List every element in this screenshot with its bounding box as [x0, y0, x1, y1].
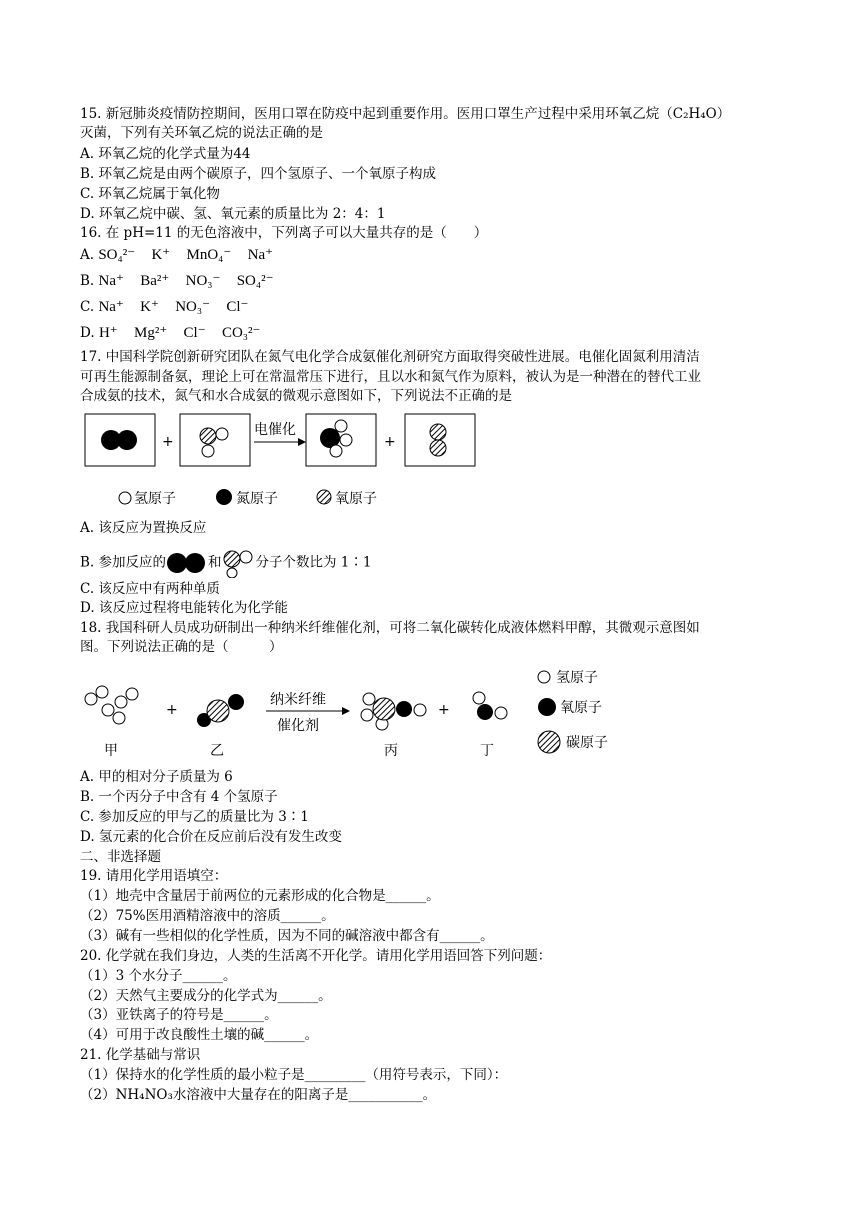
q16-option-c: [80, 298, 260, 316]
q17-stem-line1: 17. 中国科学院创新研究团队在氮气电化学合成氨催化剂研究方面取得突破性进展。电催化固氮利用清洁: [80, 349, 700, 365]
ion: Cl⁻: [183, 325, 206, 341]
q15-option-c: C. 环氧乙烷属于氧化物: [80, 186, 220, 202]
q17-option-d: D. 该反应过程将电能转化为化学能: [80, 600, 288, 616]
section-heading: 二、非选择题: [80, 849, 161, 865]
q17-stem-line3: 合成氨的技术，氮气和水合成氨的微观示意图如下，下列说法不正确的是: [80, 388, 512, 404]
hydrogen-atom: [340, 434, 352, 446]
hydrogen-atom: [115, 696, 127, 708]
legend-oxygen-icon: [317, 490, 331, 504]
legend-hydrogen-icon: [538, 671, 550, 683]
legend-oxygen-icon: [538, 698, 556, 716]
q19-item-1: （1）地壳中含量居于前两位的元素形成的化合物是______。: [80, 888, 440, 904]
q18-option-d: D. 氢元素的化合价在反应前后没有发生改变: [80, 829, 342, 845]
arrow-label-bottom: 催化剂: [277, 718, 319, 734]
plus-sign: +: [162, 434, 174, 450]
q16-option-d: [80, 324, 272, 342]
q17-option-a: A. 该反应为置换反应: [80, 520, 207, 536]
plus-sign: +: [438, 702, 450, 718]
hydrogen-atom: [363, 693, 375, 705]
oxygen-atom: [430, 440, 446, 456]
carbon-atom: [373, 698, 395, 720]
q16-option-letter: D.: [80, 325, 95, 341]
h2o-molecule-icon: [222, 548, 256, 578]
legend-hydrogen-icon: [119, 492, 131, 504]
ion: Na⁺: [98, 299, 124, 315]
q15-stem-line2: 灭菌，下列有关环氧乙烷的说法正确的是: [80, 125, 323, 141]
q17-option-b: [80, 548, 372, 578]
ion: NO₃⁻: [185, 273, 221, 289]
hydrogen-atom: [102, 704, 114, 716]
product-label-bing: 丙: [384, 743, 398, 759]
q19-item-2: （2）75%医用酒精溶液中的溶质______。: [80, 908, 335, 924]
q18-option-c: C. 参加反应的甲与乙的质量比为 3∶1: [80, 809, 309, 825]
q19-stem: 19. 请用化学用语填空：: [80, 868, 228, 884]
q17-option-b-pre: B. 参加反应的: [80, 554, 167, 571]
q16-option-b: [80, 272, 286, 290]
ion: Mg²⁺: [133, 325, 168, 341]
arrow-head: [342, 707, 350, 715]
oxygen-atom: [430, 424, 446, 440]
legend-carbon-icon: [538, 731, 560, 753]
q19-item-3: （3）碱有一些相似的化学性质，因为不同的碱溶液中都含有______。: [80, 928, 494, 944]
q21-stem: 21. 化学基础与常识: [80, 1047, 201, 1063]
hydrogen-atom: [202, 445, 214, 457]
hydrogen-atom: [113, 712, 125, 724]
ion: H⁺: [98, 325, 118, 341]
hydrogen-atom: [473, 692, 485, 704]
q17-option-b-post: 分子个数比为 1∶1: [255, 554, 372, 571]
q16-option-letter: B.: [80, 273, 95, 289]
ion: SO₄²⁻: [236, 273, 274, 289]
q18-stem-line1: 18. 我国科研人员成功研制出一种纳米纤维催化剂，可将二氧化碳转化成液体燃料甲醇，其微观示意图如: [80, 620, 700, 636]
q20-item-3: （3）亚铁离子的符号是______。: [80, 1007, 278, 1023]
arrow-head: [298, 438, 306, 446]
legend-hydrogen-label: 氢原子: [134, 491, 176, 507]
oxygen-atom: [200, 428, 216, 444]
legend-oxygen-label: 氧原子: [560, 700, 602, 716]
q15-stem-line1: 15. 新冠肺炎疫情防控期间，医用口罩在防疫中起到重要作用。医用口罩生产过程中采用环氧乙烷（C₂H₄O）: [80, 106, 731, 122]
ion: Ba²⁺: [140, 273, 170, 289]
ion: NO₃⁻: [175, 299, 211, 315]
q20-item-2: （2）天然气主要成分的化学式为______。: [80, 988, 332, 1004]
q18-option-b: B. 一个丙分子中含有 4 个氢原子: [80, 789, 278, 805]
oxygen-atom: [477, 704, 493, 720]
q21-item-1: （1）保持水的化学性质的最小粒子是_________（用符号表示，下同）：: [80, 1067, 508, 1083]
q18-option-a: A. 甲的相对分子质量为 6: [80, 769, 233, 785]
q17-reaction-diagram: [84, 410, 484, 520]
q16-option-letter: C.: [80, 299, 95, 315]
hydrogen-atom: [330, 445, 342, 457]
plus-sign: +: [384, 434, 396, 450]
q16-option-letter: A.: [80, 247, 95, 263]
ion: Na⁺: [247, 247, 274, 263]
q16-stem: 16. 在 pH=11 的无色溶液中，下列离子可以大量共存的是（ ）: [80, 225, 488, 241]
q16-option-a: [80, 246, 285, 264]
q20-item-4: （4）可用于改良酸性土壤的碱______。: [80, 1027, 319, 1043]
arrow-label: 电催化: [254, 422, 296, 438]
q15-option-b: B. 环氧乙烷是由两个碳原子，四个氢原子、一个氧原子构成: [80, 166, 437, 182]
ion: Cl⁻: [226, 299, 249, 315]
reactant-label-jia: 甲: [104, 743, 118, 759]
q17-stem-line2: 可再生能源制备氨，理论上可在常温常压下进行，且以水和氮气作为原料，被认为是一种潜在的替代工业: [80, 369, 701, 385]
q17-option-c: C. 该反应中有两种单质: [80, 581, 220, 597]
ion: K⁺: [140, 299, 159, 315]
product-label-ding: 丁: [480, 743, 494, 759]
q15-option-d: D. 环氧乙烷中碳、氢、氧元素的质量比为 2：4：1: [80, 206, 386, 222]
ion: SO₄²⁻: [98, 247, 136, 263]
hydrogen-atom: [96, 686, 108, 698]
ion: Na⁺: [98, 273, 124, 289]
oxygen-atom: [396, 701, 412, 717]
q18-reaction-diagram: [80, 664, 640, 764]
ion: K⁺: [151, 247, 171, 263]
q20-item-1: （1）3 个水分子______。: [80, 968, 237, 984]
legend-hydrogen-label: 氢原子: [556, 670, 598, 686]
hydrogen-atom: [335, 420, 347, 432]
hydrogen-atom: [414, 704, 426, 716]
carbon-atom: [207, 700, 229, 722]
q21-item-2: （2）NH₄NO₃水溶液中大量存在的阳离子是___________。: [80, 1087, 437, 1103]
hydrogen-atom: [216, 428, 228, 440]
plus-sign: +: [166, 702, 178, 718]
hydrogen-atom: [126, 688, 138, 700]
legend-nitrogen-label: 氮原子: [236, 491, 278, 507]
ion: MnO₄⁻: [186, 247, 232, 263]
reactant-label-yi: 乙: [210, 743, 224, 759]
q17-option-b-and: 和: [208, 554, 222, 571]
hydrogen-atom: [361, 709, 373, 721]
arrow-label-top: 纳米纤维: [270, 692, 326, 708]
legend-nitrogen-icon: [216, 489, 232, 505]
q20-stem: 20. 化学就在我们身边，人类的生活离不开化学。请用化学用语回答下列问题：: [80, 948, 552, 964]
hydrogen-atom: [85, 693, 97, 705]
legend-carbon-label: 碳原子: [566, 735, 608, 751]
legend-oxygen-label: 氧原子: [335, 491, 377, 507]
n2-molecule-icon: [166, 552, 208, 574]
hydrogen-atom: [495, 707, 507, 719]
q18-stem-line2: 图。下列说法正确的是（ ）: [80, 639, 283, 655]
oxygen-atom: [228, 694, 244, 710]
nitrogen-atom: [117, 430, 137, 450]
ion: CO₃²⁻: [221, 325, 261, 341]
q15-option-a: A. 环氧乙烷的化学式量为44: [80, 146, 251, 162]
